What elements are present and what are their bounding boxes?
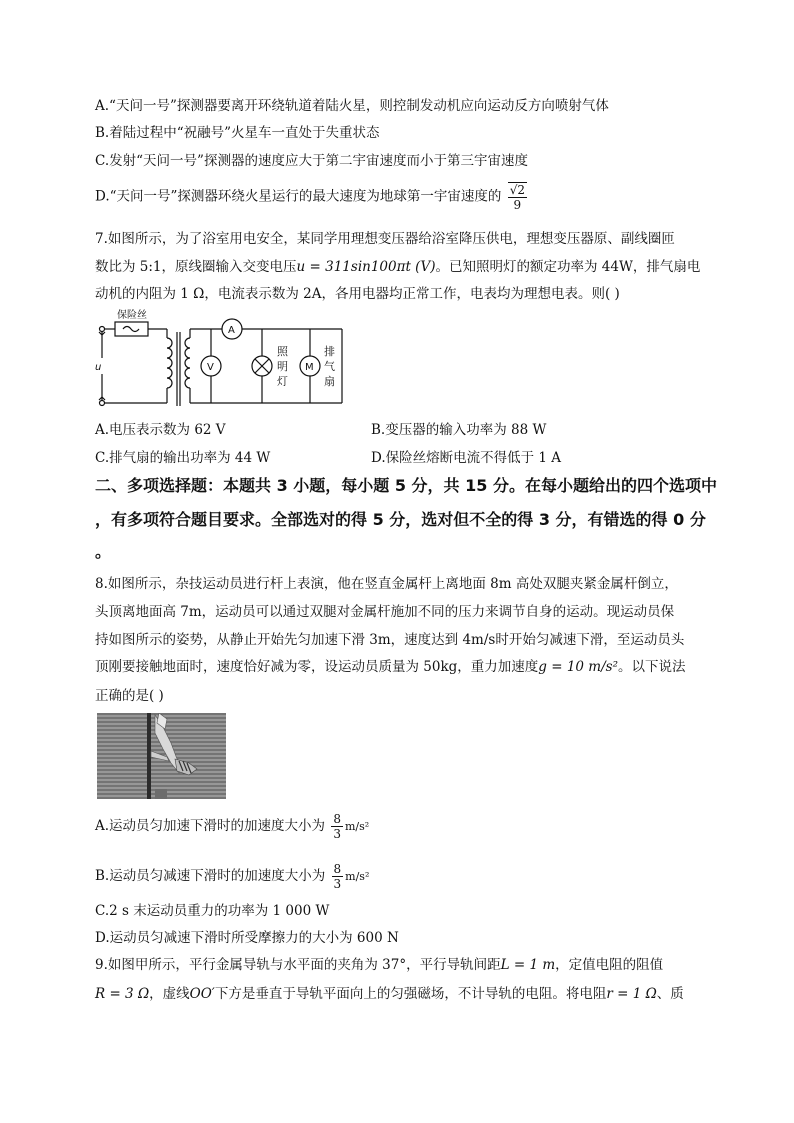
ammeter-label: A <box>228 325 235 336</box>
q8-option-b <box>95 862 369 891</box>
lamp-label-3: 灯 <box>277 375 288 388</box>
q9-spacing-formula: L = 1 m <box>500 957 556 973</box>
q8-text: 顶刚要接触地面时，速度恰好减为零，设运动员质量为 50kg，重力加速度 <box>95 659 539 675</box>
q8-stem-line1: 8.如图所示，杂技运动员进行杆上表演，他在竖直金属杆上离地面 8m 高处双腿夹紧金属杆倒立， <box>95 576 678 592</box>
fraction-denominator: 9 <box>513 198 522 212</box>
section2-header-line3: 。 <box>95 542 112 561</box>
q7-option-d: D.保险丝熔断电流不得低于 1 A <box>371 450 562 466</box>
q9-text: ，定值电阻的阻值 <box>555 957 664 973</box>
fuse-label: 保险丝 <box>117 310 147 321</box>
q9-internal-resistance-formula: r = 1 Ω <box>606 986 657 1002</box>
fan-label-1: 排 <box>324 345 335 358</box>
q9-dashed-line-label: OO′ <box>189 986 215 1002</box>
lamp-label-1: 照 <box>277 345 288 358</box>
q6-option-d-fraction <box>508 182 527 212</box>
q6-option-c: C.发射“天问一号”探测器的速度应大于第二宇宙速度而小于第三宇宙速度 <box>95 153 528 169</box>
q8-option-a <box>95 812 369 841</box>
section2-header-line2: ，有多项符合题目要求。全部选对的得 5 分，选对但不全的得 3 分，有错选的得 0 分 <box>95 510 706 529</box>
q9-text: ，虚线 <box>149 986 190 1002</box>
q8-option-b-fraction <box>332 862 344 891</box>
q6-option-a: A.“天问一号”探测器要离开环绕轨道着陆火星，则控制发动机应向运动反方向喷射气体 <box>95 98 609 114</box>
q8-option-a-fraction <box>331 812 343 841</box>
q7-voltage-formula: u = 311sin100πt (V) <box>296 259 436 275</box>
fan-label-3: 扇 <box>324 375 335 388</box>
section2-header-line1: 二、多项选择题：本题共 3 小题，每小题 5 分，共 15 分。在每小题给出的四个选项中 <box>95 476 717 495</box>
input-voltage-label: u <box>95 362 102 373</box>
q8-stem-line3: 持如图所示的姿势，从静止开始先匀加速下滑 3m，速度达到 4m/s时开始匀减速下滑，至运动员头 <box>95 632 685 648</box>
fraction-numerator: 8 <box>333 812 341 826</box>
fraction-denominator: 3 <box>333 827 341 841</box>
q7-option-b: B.变压器的输入功率为 88 W <box>371 422 547 438</box>
q7-option-a: A.电压表示数为 62 V <box>95 422 226 438</box>
q8-option-b-unit: m/s² <box>345 870 370 883</box>
q7-text: 。已知照明灯的额定功率为 44W，排气扇电 <box>435 259 701 275</box>
q6-option-d-text: D.“天问一号”探测器环绕火星运行的最大速度为地球第一宇宙速度的 <box>95 188 502 205</box>
voltmeter-label: V <box>207 362 214 373</box>
motor-label: M <box>305 362 314 373</box>
fraction-denominator: 3 <box>333 877 342 891</box>
q7-stem-line3: 动机的内阻为 1 Ω，电流表示数为 2A，各用电器均正常工作，电表均为理想电表。则( ) <box>95 286 620 302</box>
q8-option-d: D.运动员匀减速下滑时所受摩擦力的大小为 600 N <box>95 930 399 946</box>
q8-option-b-text: B.运动员匀减速下滑时的加速度大小为 <box>95 868 326 884</box>
acrobat-photo <box>97 713 226 799</box>
q8-stem-line2: 头顶离地面高 7m，运动员可以通过双腿对金属杆施加不同的压力来调节自身的运动。现运动员保 <box>95 604 675 620</box>
q7-circuit-diagram <box>95 308 355 413</box>
lamp-label-2: 明 <box>277 360 288 373</box>
q8-option-a-unit: m/s² <box>344 820 370 833</box>
q9-text: 、质 <box>656 986 684 1002</box>
q6-option-b: B.着陆过程中“祝融号”火星车一直处于失重状态 <box>95 125 380 141</box>
q9-stem-line2 <box>95 984 684 1004</box>
q9-text: 9.如图甲所示，平行金属导轨与水平面的夹角为 37°，平行导轨间距 <box>95 957 501 973</box>
q7-stem-line1: 7.如图所示，为了浴室用电安全，某同学用理想变压器给浴室降压供电，理想变压器原、副线圈匝 <box>95 231 675 247</box>
q9-text: 下方是垂直于导轨平面向上的匀强磁场，不计导轨的电阻。将电阻 <box>214 986 607 1002</box>
q8-option-a-text: A.运动员匀加速下滑时的加速度大小为 <box>95 818 326 834</box>
q7-stem-line2 <box>95 257 700 277</box>
q7-option-c: C.排气扇的输出功率为 44 W <box>95 450 271 466</box>
q9-stem-line1 <box>95 955 663 975</box>
fraction-numerator: √2 <box>509 183 526 197</box>
q8-text: 。以下说法 <box>618 659 686 675</box>
fan-label-2: 气 <box>324 360 335 373</box>
q7-text: 数比为 5:1，原线圈输入交变电压 <box>95 259 297 275</box>
q8-stem-line4 <box>95 657 686 677</box>
q6-option-d <box>95 182 529 212</box>
q8-gravity-formula: g = 10 m/s² <box>538 659 618 675</box>
q9-resistance-formula: R = 3 Ω <box>95 986 150 1002</box>
fraction-numerator: 8 <box>333 862 342 876</box>
q8-stem-line5: 正确的是( ) <box>95 688 164 704</box>
q8-option-c: C.2 s 末运动员重力的功率为 1 000 W <box>95 903 330 919</box>
